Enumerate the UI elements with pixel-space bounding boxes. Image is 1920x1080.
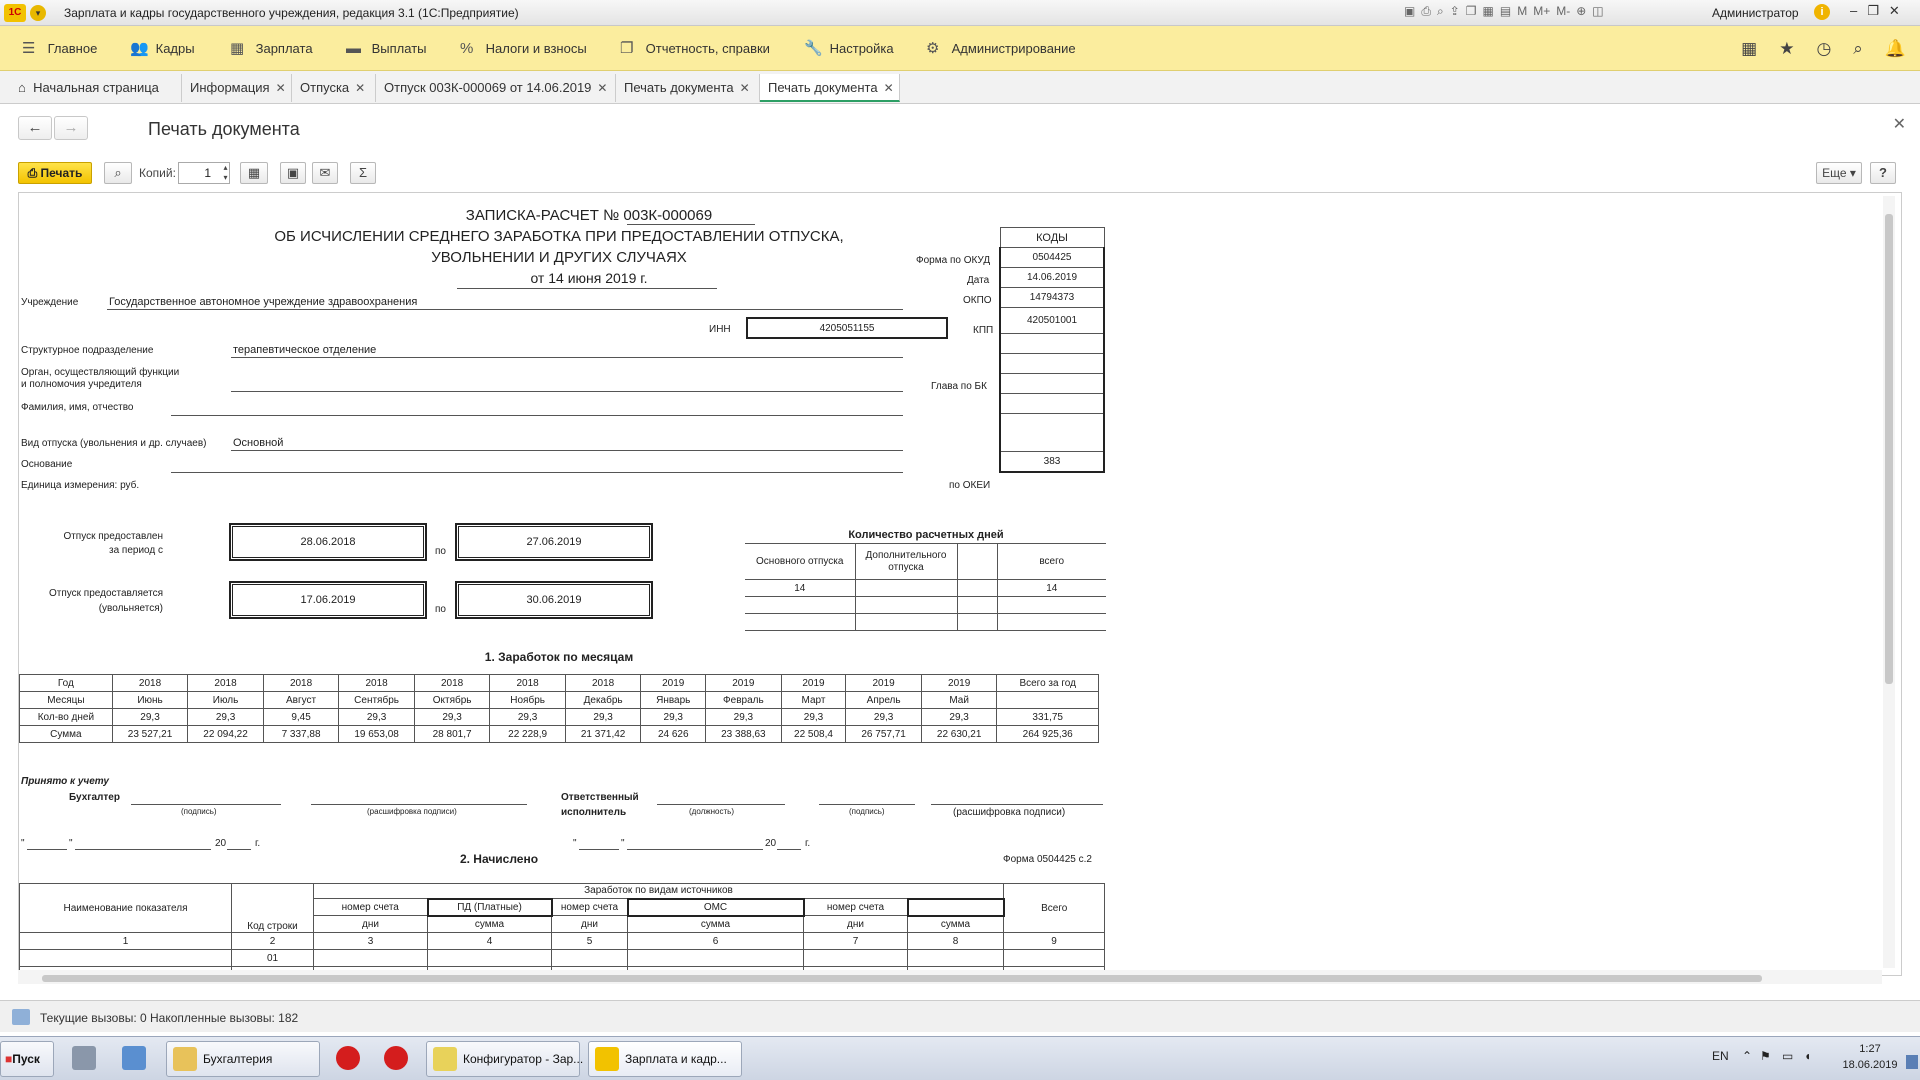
- section-payments[interactable]: ▬ Выплаты: [346, 26, 427, 71]
- earnings-row-header: Сумма: [20, 726, 113, 743]
- leave-label-2: (увольняется): [98, 603, 163, 614]
- sigma-icon: Σ: [358, 165, 368, 180]
- leave-type-label: Вид отпуска (увольнения и др. случаев): [21, 438, 207, 449]
- source-empty: [908, 899, 1004, 916]
- help-button[interactable]: ?: [1870, 162, 1896, 184]
- earnings-cell: 22 228,9: [490, 726, 566, 743]
- earnings-cell: 29,3: [490, 709, 566, 726]
- titlebar-tools: [1404, 4, 1604, 19]
- percent-icon: %: [460, 40, 474, 57]
- okud-label: Форма по ОКУД: [916, 255, 991, 266]
- volume-icon[interactable]: ◖: [1804, 1049, 1812, 1063]
- calendar-icon[interactable]: ▤: [1499, 4, 1512, 18]
- days-title: Количество расчетных дней: [848, 529, 1004, 541]
- earnings-cell: Декабрь: [565, 692, 641, 709]
- code-header: Код строки: [232, 884, 314, 933]
- restore-icon[interactable]: ❐: [1867, 3, 1879, 18]
- earnings-cell: 29,3: [706, 709, 782, 726]
- earnings-row: [20, 709, 1099, 726]
- tab-vacation-doc[interactable]: Отпуск 003К-000069 от 14.06.2019 ✕: [376, 74, 616, 102]
- earnings-cell: 23 388,63: [706, 726, 782, 743]
- earnings-row: [20, 692, 1099, 709]
- people-icon: 👥: [130, 40, 149, 57]
- earnings-cell: Июль: [188, 692, 264, 709]
- favorites-star-icon[interactable]: ★: [1779, 38, 1795, 58]
- report-icon: ❐: [620, 40, 634, 57]
- taskbar-item-accounting[interactable]: Бухгалтерия: [166, 1041, 320, 1077]
- earnings-cell: 22 508,4: [781, 726, 846, 743]
- tab-print-doc-2[interactable]: Печать документа ✕: [760, 74, 900, 102]
- earnings-cell: Август: [263, 692, 339, 709]
- home-icon: ⌂: [18, 80, 26, 95]
- close-tab-icon[interactable]: ✕: [597, 81, 608, 95]
- earnings-cell: 26 757,71: [846, 726, 922, 743]
- section-admin[interactable]: ⚙ Администрирование: [926, 26, 1076, 71]
- accountant-label: Бухгалтер: [69, 792, 120, 803]
- quick-launch-icon[interactable]: [116, 1041, 156, 1077]
- calculator-icon: ▦: [230, 40, 245, 57]
- doc-title-number: ЗАПИСКА-РАСЧЕТ № 003К-000069: [465, 207, 713, 224]
- search-icon[interactable]: ⌕: [1853, 38, 1863, 58]
- server-calls-text: Текущие вызовы: 0 Накопленные вызовы: 182: [40, 1011, 299, 1025]
- show-desktop-button[interactable]: [1906, 1055, 1918, 1069]
- row-code-01: 01: [232, 950, 314, 967]
- days-table: Основного отпуска Дополнительного отпуска всего 14 14: [745, 543, 1106, 631]
- responsible-label-2: исполнитель: [561, 807, 627, 818]
- copies-stepper[interactable]: ▴ ▾: [223, 163, 228, 182]
- main-menu-icon[interactable]: ▾: [30, 5, 46, 21]
- total-days: 14: [997, 580, 1106, 597]
- tab-info[interactable]: Информация ✕: [182, 74, 292, 102]
- copy-icon[interactable]: ❐: [1465, 4, 1477, 18]
- print-form-0504425: ЗАПИСКА-РАСЧЕТ № 003К-000069 ОБ ИСЧИСЛЕНИИ СРЕДНЕГО ЗАРАБОТКА ПРИ ПРЕДОСТАВЛЕНИИ ОТПУСКА, УВОЛЬНЕНИИ И ДРУГИХ СЛУЧАЯХ от 14 июня 2019 г. КОДЫ 0504425 14.06.2019 14794373 420501001 383 Форма по ОКУД Дата ОКПО КПП Глава по БК по ОКЕИ Учреждение Государственное автономное учреждение здравоохранения ИНН 4205051155 Структурное подразделение терапевтическое отделение Орган, осуществляющий функции и полномочия учредителя Фамилия, имя, отчество Вид отпуска (увольнения и др. случаев) Основной Основание Единица измерения: руб. Отпуск предоставлен за период с 28.06.2018 по 27.06.2019 Отпуск предоставляется (увольняется) 17.06.2019 по 30.06.2019 Количество расчетных дней Основного отпуска Дополнительного отпуска всего 14 14 1. Заработок по месяцам Год 2018 2018 2018 2018 2018 2018 2018 2019 2019 2019 2019 2019 Всего за год Месяцы Июнь Июль Август Сентябрь Октябрь Ноябрь Декабрь Январь Февраль Март Апрель Май Кол-во дней 29,3 29,3 9,45 29,3 29,3 29,3 29,3 29,3 29,3 29,3 29,3 29,3 331,75 Сумма 23 527,21 22 094,22 7 337,88 19 653,08 28 801,7 22 228,9 21 371,42 24 626 23 388,63 22 508,4 26 757,71 22 630,21 264 925,36 Принято к учету Бухгалтер (подпись) (расшифровка подписи) Ответственный исполнитель (должность) (подпись) (расшифровка подписи) " " 20 г. " " 20 г. 2. Начислено Форма 0504425 с.2 Наименование показателя Код строки Заработок по видам источников Всего номер счета ПД (Платные) номер счета ОМС номер счета дни сумма дни сумма дни сумма 1 2 3 4 5 6 7 8 9 01: [19, 193, 1139, 976]
- period-label-2: за период с: [108, 545, 163, 556]
- copies-label: Копий:: [139, 166, 176, 180]
- leave-from-box[interactable]: 17.06.2019: [229, 581, 427, 619]
- more-button[interactable]: Еще ▾: [1816, 162, 1862, 184]
- memory-minus-icon[interactable]: M-: [1556, 4, 1571, 18]
- position-caption: (должность): [689, 807, 734, 816]
- leave-to-box[interactable]: 30.06.2019: [455, 581, 653, 619]
- doc-title-line3: УВОЛЬНЕНИИ И ДРУГИХ СЛУЧАЯХ: [431, 249, 687, 266]
- inn-label: ИНН: [709, 324, 731, 335]
- earnings-cell: Апрель: [846, 692, 922, 709]
- form-header: [0, 104, 1920, 156]
- dept-value: терапевтическое отделение: [233, 344, 377, 356]
- spreadsheet-document[interactable]: [18, 192, 1902, 976]
- wallet-icon: ▬: [346, 40, 361, 57]
- name-header: Наименование показателя: [20, 884, 232, 933]
- earnings-cell: [997, 692, 1099, 709]
- section-reports[interactable]: ❐ Отчетность, справки: [620, 26, 770, 71]
- responsible-sign-caption: (подпись): [849, 807, 885, 816]
- earnings-cell: 264 925,36: [997, 726, 1099, 743]
- earnings-row-header: Кол-во дней: [20, 709, 113, 726]
- flag-icon[interactable]: ⚑: [1760, 1049, 1771, 1063]
- year-prefix-left: 20: [215, 838, 227, 849]
- earnings-cell: 2019: [706, 675, 782, 692]
- earnings-cell: 29,3: [921, 709, 997, 726]
- source-pd: ПД (Платные): [428, 899, 552, 916]
- earnings-cell: Ноябрь: [490, 692, 566, 709]
- leave-type-value: Основной: [233, 437, 284, 449]
- email-button[interactable]: [312, 162, 338, 184]
- close-icon[interactable]: ✕: [1888, 3, 1900, 18]
- calculator-icon[interactable]: ▦: [1482, 4, 1494, 18]
- section-settings[interactable]: 🔧 Настройка: [804, 26, 894, 71]
- zoom-icon[interactable]: ⊕: [1576, 4, 1587, 18]
- magnifier-icon: ⌕: [114, 165, 122, 180]
- save-icon[interactable]: ▣: [1404, 4, 1416, 18]
- apps-grid-icon[interactable]: ▦: [1741, 38, 1758, 58]
- earnings-cell: 2018: [263, 675, 339, 692]
- earnings-cell: 29,3: [112, 709, 188, 726]
- preview-icon[interactable]: ⌕: [1436, 4, 1444, 18]
- kpp-value[interactable]: 420501001: [1000, 308, 1104, 334]
- tray-expand-icon[interactable]: ⌃: [1742, 1049, 1753, 1063]
- codes-table: [999, 227, 1105, 473]
- earnings-row: [20, 675, 1099, 692]
- tab-vacations[interactable]: Отпуска ✕: [292, 74, 376, 102]
- earnings-cell: 2018: [565, 675, 641, 692]
- section2-title: 2. Начислено: [459, 852, 539, 866]
- open-tabs-bar: [0, 71, 1920, 104]
- window-controls: [1850, 3, 1900, 19]
- earnings-cell: 29,3: [339, 709, 415, 726]
- close-tab-icon[interactable]: ✕: [883, 81, 894, 95]
- user-name[interactable]: Администратор: [1712, 6, 1799, 20]
- arrow-left-icon: ←: [27, 119, 43, 136]
- okei-label: по ОКЕИ: [949, 480, 991, 491]
- earnings-cell: 7 337,88: [263, 726, 339, 743]
- start-button[interactable]: ■Пуск: [0, 1041, 54, 1077]
- unit-label: Единица измерения: руб.: [21, 480, 140, 491]
- earnings-cell: 29,3: [641, 709, 706, 726]
- earnings-cell: 22 630,21: [921, 726, 997, 743]
- year-prefix-right: 20: [765, 838, 777, 849]
- 1c-icon: [595, 1047, 619, 1071]
- main-days: 14: [745, 580, 855, 597]
- sources-header: Заработок по видам источников: [314, 884, 1004, 899]
- print-icon[interactable]: ⎙: [1421, 4, 1431, 18]
- founder-label-2: и полномочия учредителя: [21, 379, 142, 390]
- form-title: Печать документа: [148, 119, 300, 139]
- earnings-cell: 331,75: [997, 709, 1099, 726]
- notifications-bell-icon[interactable]: 🔔: [1884, 38, 1906, 58]
- earnings-row: [20, 726, 1099, 743]
- taskbar-item-salary[interactable]: Зарплата и кадр...: [588, 1041, 742, 1077]
- earnings-cell: 28 801,7: [414, 726, 490, 743]
- memory-plus-icon[interactable]: M+: [1533, 4, 1551, 18]
- window-titlebar: [0, 0, 1920, 26]
- panels-icon[interactable]: ◫: [1592, 4, 1604, 18]
- period-from-box[interactable]: 28.06.2018: [229, 523, 427, 561]
- form-reference: Форма 0504425 с.2: [1003, 854, 1092, 865]
- okud-value[interactable]: 0504425: [1000, 248, 1104, 268]
- tab-print-doc-1[interactable]: Печать документа ✕: [616, 74, 760, 102]
- save-button[interactable]: [280, 162, 306, 184]
- earnings-cell: Январь: [641, 692, 706, 709]
- menu-icon: ☰: [22, 40, 36, 57]
- earnings-cell: 29,3: [414, 709, 490, 726]
- horizontal-scroll-thumb[interactable]: [42, 975, 1762, 982]
- earnings-cell: Май: [921, 692, 997, 709]
- dept-label: Структурное подразделение: [21, 345, 154, 356]
- export-icon[interactable]: ⇪: [1449, 4, 1460, 18]
- server-calls-icon: [12, 1009, 30, 1025]
- print-toolbar: [0, 156, 1920, 192]
- earnings-cell: 29,3: [565, 709, 641, 726]
- edit-button[interactable]: [240, 162, 268, 184]
- vertical-scroll-thumb[interactable]: [1885, 214, 1893, 684]
- print-button[interactable]: ⎙ Печать: [18, 162, 92, 184]
- period-to-box[interactable]: 27.06.2019: [455, 523, 653, 561]
- close-tab-icon[interactable]: ✕: [355, 81, 366, 95]
- basis-label: Основание: [21, 459, 73, 470]
- windows-taskbar: [0, 1036, 1920, 1080]
- fio-label: Фамилия, имя, отчество: [21, 402, 134, 413]
- accrued-table: Наименование показателя Код строки Заработок по видам источников Всего номер счета ПД (Платные) номер счета ОМС номер счета дни сумма дни сумма дни сумма 1 2 3 4 5 6 7 8 9 01: [19, 883, 1105, 976]
- earnings-cell: 2019: [846, 675, 922, 692]
- status-bar: [0, 1000, 1920, 1032]
- earnings-cell: Всего за год: [997, 675, 1099, 692]
- earnings-cell: 24 626: [641, 726, 706, 743]
- earnings-cell: 21 371,42: [565, 726, 641, 743]
- section-taxes[interactable]: % Налоги и взносы: [460, 26, 587, 71]
- folder-icon: [173, 1047, 197, 1071]
- glava-label: Глава по БК: [931, 381, 987, 392]
- earnings-cell: 2018: [112, 675, 188, 692]
- language-indicator[interactable]: EN: [1712, 1049, 1729, 1063]
- memory-icon[interactable]: M: [1517, 4, 1528, 18]
- responsible-decode-caption: (расшифровка подписи): [953, 807, 1066, 818]
- computer-icon[interactable]: [66, 1041, 106, 1077]
- total-header: Всего: [1004, 884, 1105, 933]
- sections-panel: [0, 26, 1920, 71]
- sum-button[interactable]: [350, 162, 376, 184]
- back-button[interactable]: [18, 116, 52, 140]
- earnings-row-header: Месяцы: [20, 692, 113, 709]
- preview-button[interactable]: [104, 162, 132, 184]
- earnings-cell: 2019: [781, 675, 846, 692]
- okei-value[interactable]: 383: [1000, 452, 1104, 472]
- earnings-cell: 2018: [188, 675, 264, 692]
- earnings-cell: 23 527,21: [112, 726, 188, 743]
- earnings-cell: Сентябрь: [339, 692, 415, 709]
- minimize-icon[interactable]: –: [1850, 3, 1858, 18]
- floppy-icon: ▣: [286, 165, 300, 180]
- earnings-cell: 29,3: [781, 709, 846, 726]
- earnings-cell: 29,3: [188, 709, 264, 726]
- earnings-cell: 2019: [921, 675, 997, 692]
- founder-label-1: Орган, осуществляющий функции: [21, 367, 180, 378]
- earnings-cell: 2019: [641, 675, 706, 692]
- table-edit-icon: ▦: [247, 165, 261, 180]
- section-hr[interactable]: 👥 Кадры: [130, 26, 195, 71]
- window-title: Зарплата и кадры государственного учреждения, редакция 3.1 (1С:Предприятие): [64, 6, 519, 20]
- okpo-label: ОКПО: [963, 295, 992, 306]
- period-label-1: Отпуск предоставлен: [63, 531, 163, 542]
- network-icon[interactable]: ▭: [1782, 1049, 1794, 1063]
- period-po: по: [435, 546, 446, 557]
- earnings-cell: 2018: [414, 675, 490, 692]
- opera-icon-2[interactable]: [378, 1041, 418, 1077]
- section-salary[interactable]: ▦ Зарплата: [230, 26, 313, 71]
- source-oms: ОМС: [628, 899, 804, 916]
- accountant-decode-caption: (расшифровка подписи): [367, 807, 457, 816]
- opera-icon[interactable]: [330, 1041, 370, 1077]
- accountant-sign-caption: (подпись): [181, 807, 217, 816]
- responsible-label-1: Ответственный: [561, 792, 639, 803]
- clock[interactable]: 1:27 18.06.2019: [1842, 1043, 1898, 1071]
- close-form-icon[interactable]: ✕: [1892, 116, 1906, 133]
- org-value: Государственное автономное учреждение здравоохранения: [109, 296, 418, 308]
- close-tab-icon[interactable]: ✕: [739, 81, 750, 95]
- sections-right-tools: [1741, 26, 1906, 71]
- earnings-cell: 22 094,22: [188, 726, 264, 743]
- doc-date: от 14 июня 2019 г.: [530, 270, 648, 286]
- configurator-icon: [433, 1047, 457, 1071]
- leave-po: по: [435, 604, 446, 615]
- earnings-cell: Октябрь: [414, 692, 490, 709]
- section1-title: 1. Заработок по месяцам: [484, 650, 634, 664]
- earnings-cell: Июнь: [112, 692, 188, 709]
- earnings-cell: 2018: [339, 675, 415, 692]
- earnings-row-header: Год: [20, 675, 113, 692]
- date-value[interactable]: 14.06.2019: [1000, 268, 1104, 288]
- earnings-table: [19, 674, 1099, 743]
- earnings-cell: 2018: [490, 675, 566, 692]
- earnings-cell: Март: [781, 692, 846, 709]
- leave-label-1: Отпуск предоставляется: [48, 588, 163, 599]
- earnings-cell: 9,45: [263, 709, 339, 726]
- kpp-label: КПП: [973, 325, 994, 336]
- wrench-icon: 🔧: [804, 40, 823, 57]
- accepted-label: Принято к учету: [21, 776, 109, 787]
- windows-logo-icon: ■: [5, 1052, 13, 1066]
- history-icon[interactable]: ◷: [1816, 38, 1832, 58]
- tab-home[interactable]: ⌂ Начальная страница: [10, 74, 182, 102]
- copies-input[interactable]: 1: [178, 162, 230, 184]
- envelope-icon: ✉: [319, 165, 331, 180]
- earnings-cell: Февраль: [706, 692, 782, 709]
- doc-title-line2: ОБ ИСЧИСЛЕНИИ СРЕДНЕГО ЗАРАБОТКА ПРИ ПРЕДОСТАВЛЕНИИ ОТПУСКА,: [274, 228, 844, 245]
- info-icon[interactable]: i: [1814, 4, 1830, 20]
- printer-icon: ⎙: [27, 166, 38, 180]
- app-logo: 1С: [4, 4, 26, 22]
- earnings-cell: 19 653,08: [339, 726, 415, 743]
- section-main[interactable]: ☰ Главное: [22, 26, 97, 71]
- org-label: Учреждение: [21, 297, 79, 308]
- forward-button[interactable]: [54, 116, 88, 140]
- gear-icon: ⚙: [926, 40, 940, 57]
- earnings-cell: 29,3: [846, 709, 922, 726]
- arrow-right-icon: →: [63, 119, 79, 136]
- inn-value[interactable]: 4205051155: [746, 317, 948, 339]
- codes-header: КОДЫ: [1000, 228, 1104, 248]
- okpo-value[interactable]: 14794373: [1000, 288, 1104, 308]
- date-label: Дата: [967, 275, 990, 286]
- close-tab-icon[interactable]: ✕: [275, 81, 286, 95]
- taskbar-item-configurator[interactable]: Конфигуратор - Зар...: [426, 1041, 580, 1077]
